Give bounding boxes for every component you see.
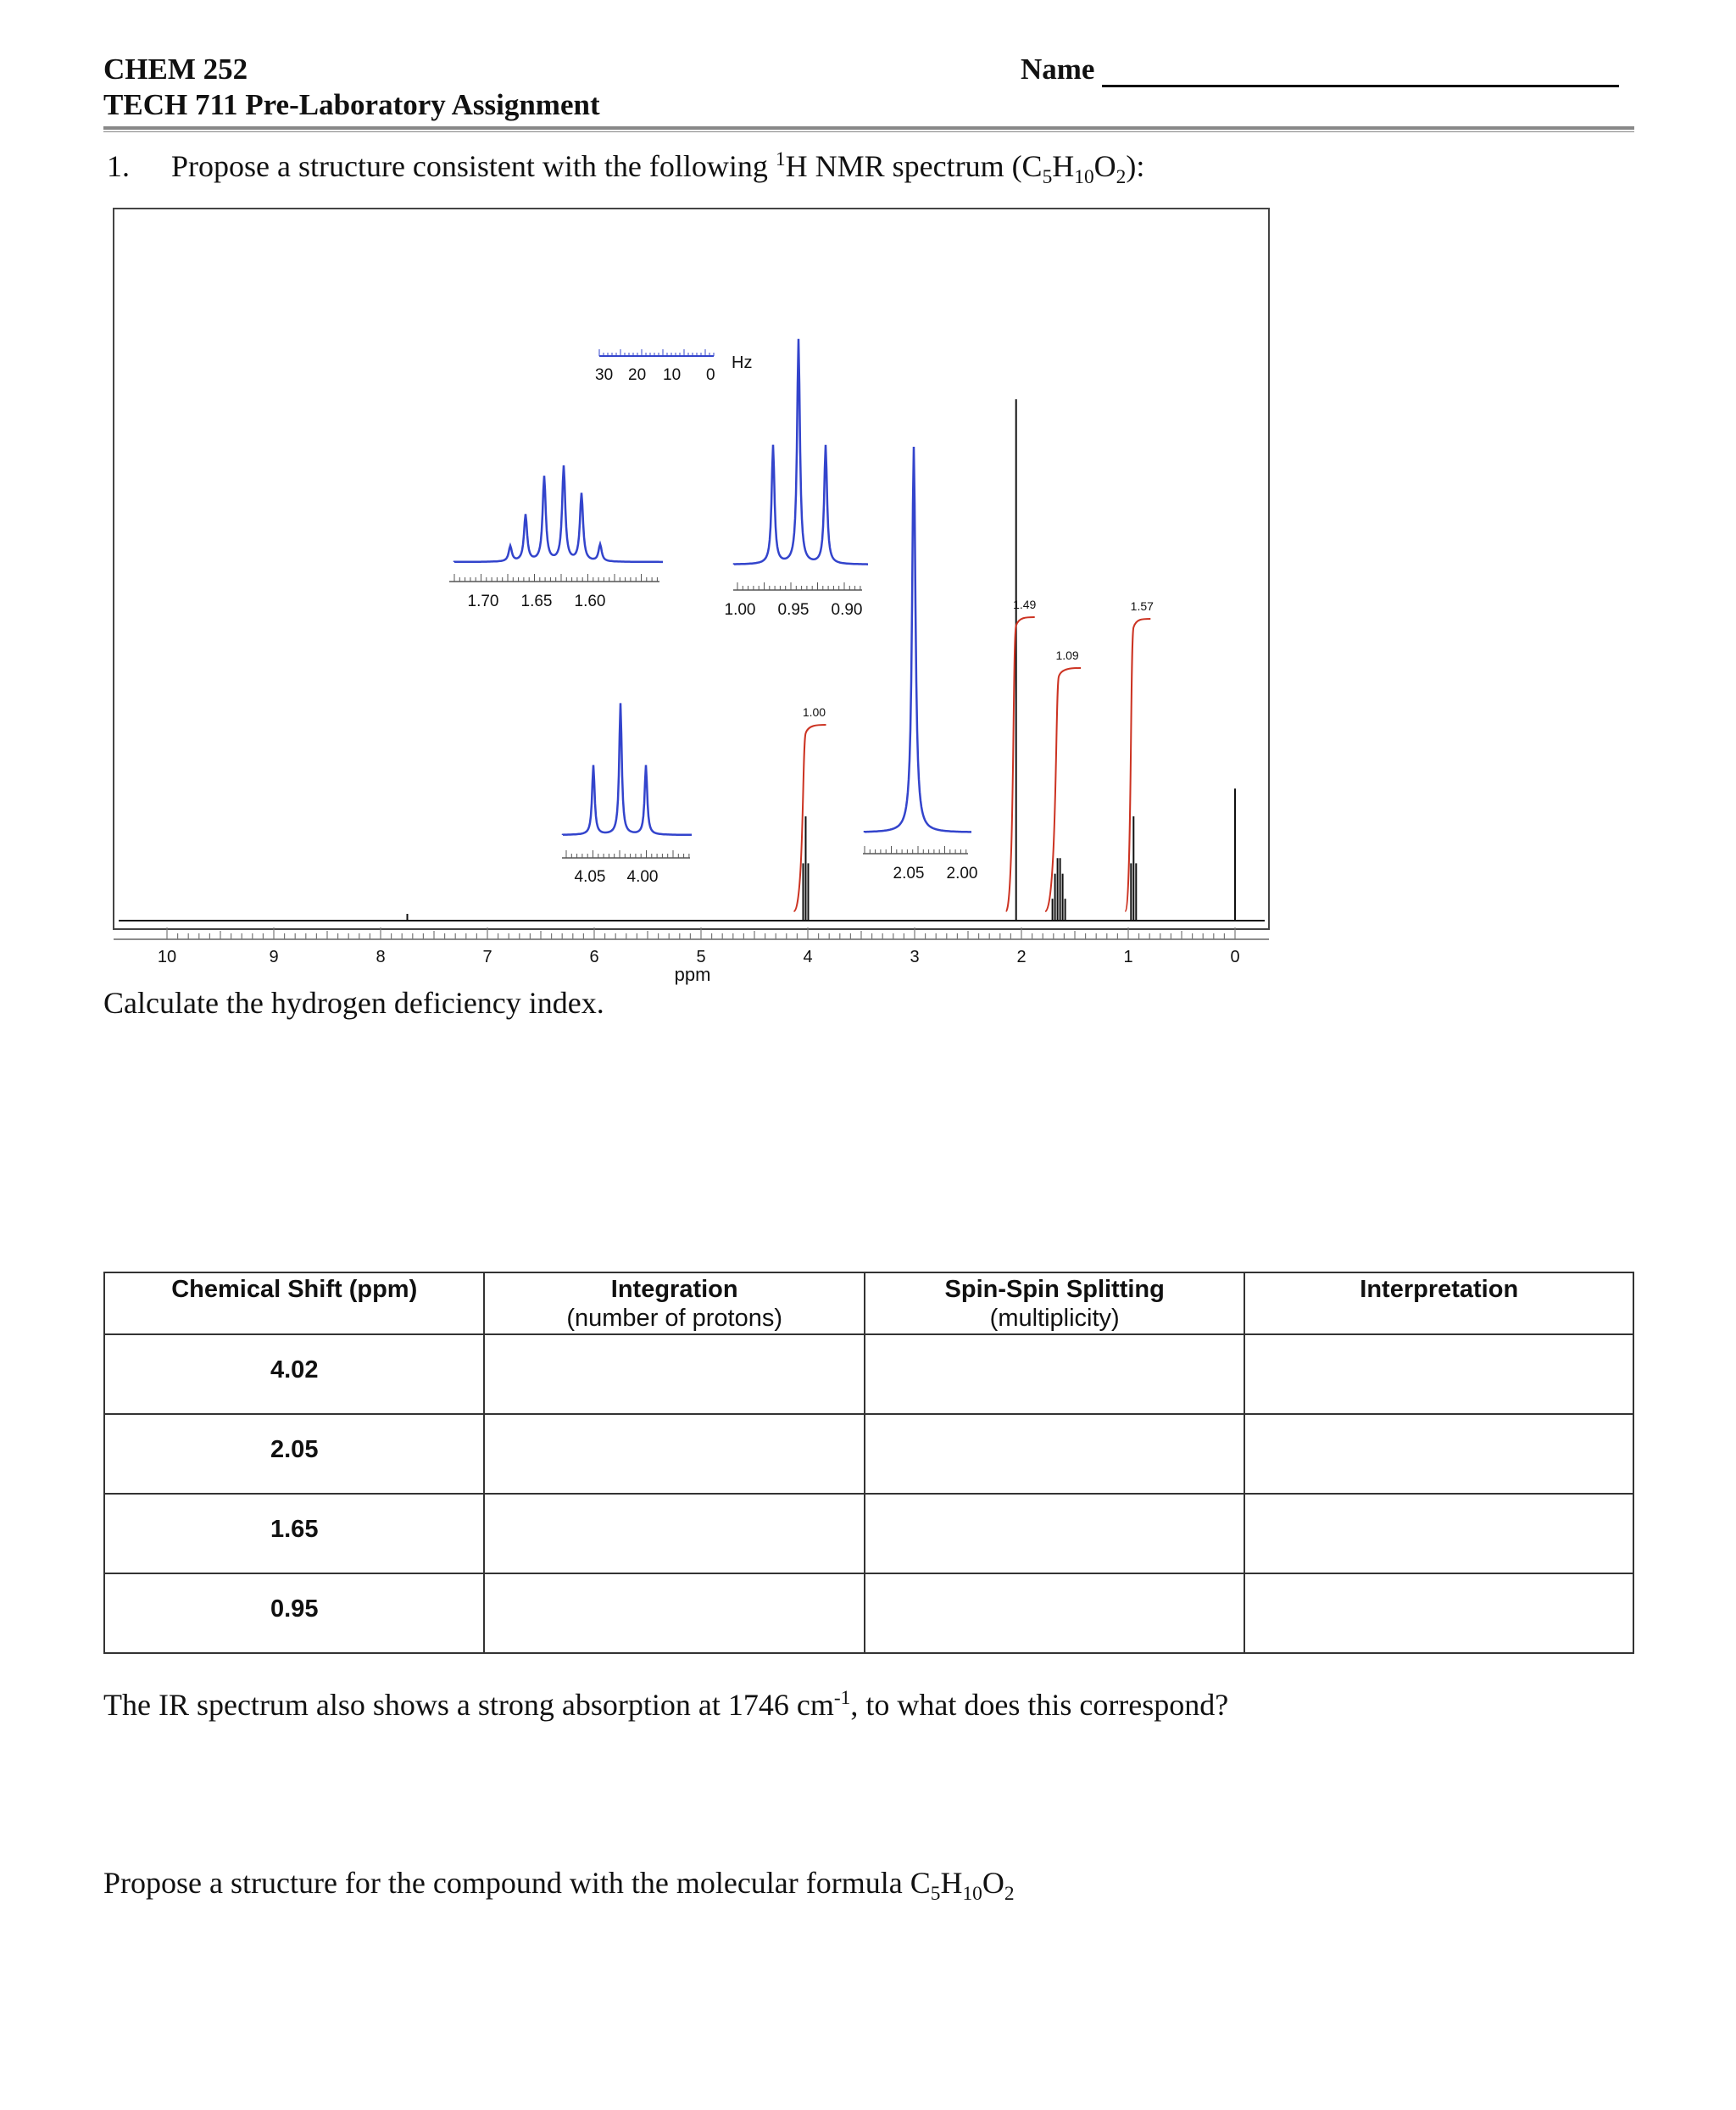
nmr-spectrum-chart (102, 203, 1288, 992)
spectrum-frame (114, 209, 1269, 929)
table-row (104, 1414, 1633, 1494)
course-title: CHEM 252 (103, 53, 248, 86)
integral-label-1.65: 1.09 (1055, 649, 1079, 662)
header-interpretation: Interpretation (1244, 1272, 1633, 1334)
integration-input[interactable] (484, 1334, 864, 1414)
x-tick-8: 8 (376, 948, 386, 966)
question-prompt: Propose a structure consistent with the following $^1$H NMR spectrum $(C_5H_{10}O_2)$: (171, 148, 1145, 189)
hz-unit: Hz (732, 354, 753, 372)
structure-question: Propose a structure for the compound with the molecular formula $C_5H_{10}O_2$ (103, 1866, 1015, 1906)
integration-input[interactable] (484, 1573, 864, 1653)
x-tick-10: 10 (157, 948, 177, 966)
x-tick-5: 5 (696, 948, 706, 966)
x-tick-6: 6 (589, 948, 599, 966)
splitting-input[interactable] (865, 1334, 1245, 1414)
shift-cell: 1.65 (104, 1494, 484, 1573)
x-tick-2: 2 (1016, 948, 1027, 966)
x-tick-7: 7 (482, 948, 492, 966)
integration-input[interactable] (484, 1494, 864, 1573)
inset-tick-4.05: 4.05 (574, 868, 606, 886)
header-divider (103, 126, 1634, 132)
interpretation-input[interactable] (1244, 1494, 1633, 1573)
inset-tick-1.65: 1.65 (520, 593, 553, 610)
hz-tick-10: 10 (663, 366, 682, 384)
interpretation-input[interactable] (1244, 1334, 1633, 1414)
shift-cell: 4.02 (104, 1334, 484, 1414)
table-header-row (104, 1272, 1633, 1334)
name-field[interactable] (1102, 85, 1619, 87)
inset-tick-0.95: 0.95 (777, 601, 810, 619)
x-tick-3: 3 (910, 948, 920, 966)
shift-cell: 0.95 (104, 1573, 484, 1653)
hz-tick-20: 20 (628, 366, 647, 384)
shift-cell: 2.05 (104, 1414, 484, 1494)
integral-label-4.02: 1.00 (802, 705, 826, 719)
table-row (104, 1573, 1633, 1653)
table-row (104, 1334, 1633, 1414)
inset-tick-4.00: 4.00 (626, 868, 659, 886)
splitting-input[interactable] (865, 1414, 1245, 1494)
hz-tick-30: 30 (595, 366, 614, 384)
header-integration: Integration (number of protons) (484, 1272, 864, 1334)
interpretation-input[interactable] (1244, 1414, 1633, 1494)
inset-tick-2.05: 2.05 (893, 865, 925, 882)
ir-question: The IR spectrum also shows a strong absorption at 1746 $cm^{-1}$, to what does this correspond? (103, 1687, 1229, 1722)
hdi-prompt: Calculate the hydrogen deficiency index. (103, 986, 604, 1020)
inset-tick-2.00: 2.00 (946, 865, 978, 882)
integration-input[interactable] (484, 1414, 864, 1494)
x-tick-1: 1 (1123, 948, 1133, 966)
header-chemical-shift: Chemical Shift (ppm) (104, 1272, 484, 1334)
integral-label-0.95: 1.57 (1130, 599, 1154, 613)
integral-label-2.05: 1.49 (1013, 598, 1037, 611)
x-tick-4: 4 (803, 948, 813, 966)
interpretation-input[interactable] (1244, 1573, 1633, 1653)
inset-tick-1.00: 1.00 (724, 601, 756, 619)
x-tick-0: 0 (1230, 948, 1240, 966)
question-number: 1. (107, 149, 130, 183)
x-tick-9: 9 (269, 948, 279, 966)
inset-tick-1.60: 1.60 (574, 593, 606, 610)
hz-tick-0: 0 (706, 366, 715, 384)
inset-tick-0.90: 0.90 (831, 601, 863, 619)
table-row (104, 1494, 1633, 1573)
name-label: Name (1021, 53, 1095, 86)
x-axis-label: ppm (674, 964, 711, 985)
header-splitting: Spin-Spin Splitting (multiplicity) (865, 1272, 1245, 1334)
splitting-input[interactable] (865, 1573, 1245, 1653)
inset-tick-1.70: 1.70 (467, 593, 499, 610)
assignment-title: TECH 711 Pre-Laboratory Assignment (103, 88, 600, 121)
splitting-input[interactable] (865, 1494, 1245, 1573)
nmr-data-table (103, 1272, 1634, 1654)
